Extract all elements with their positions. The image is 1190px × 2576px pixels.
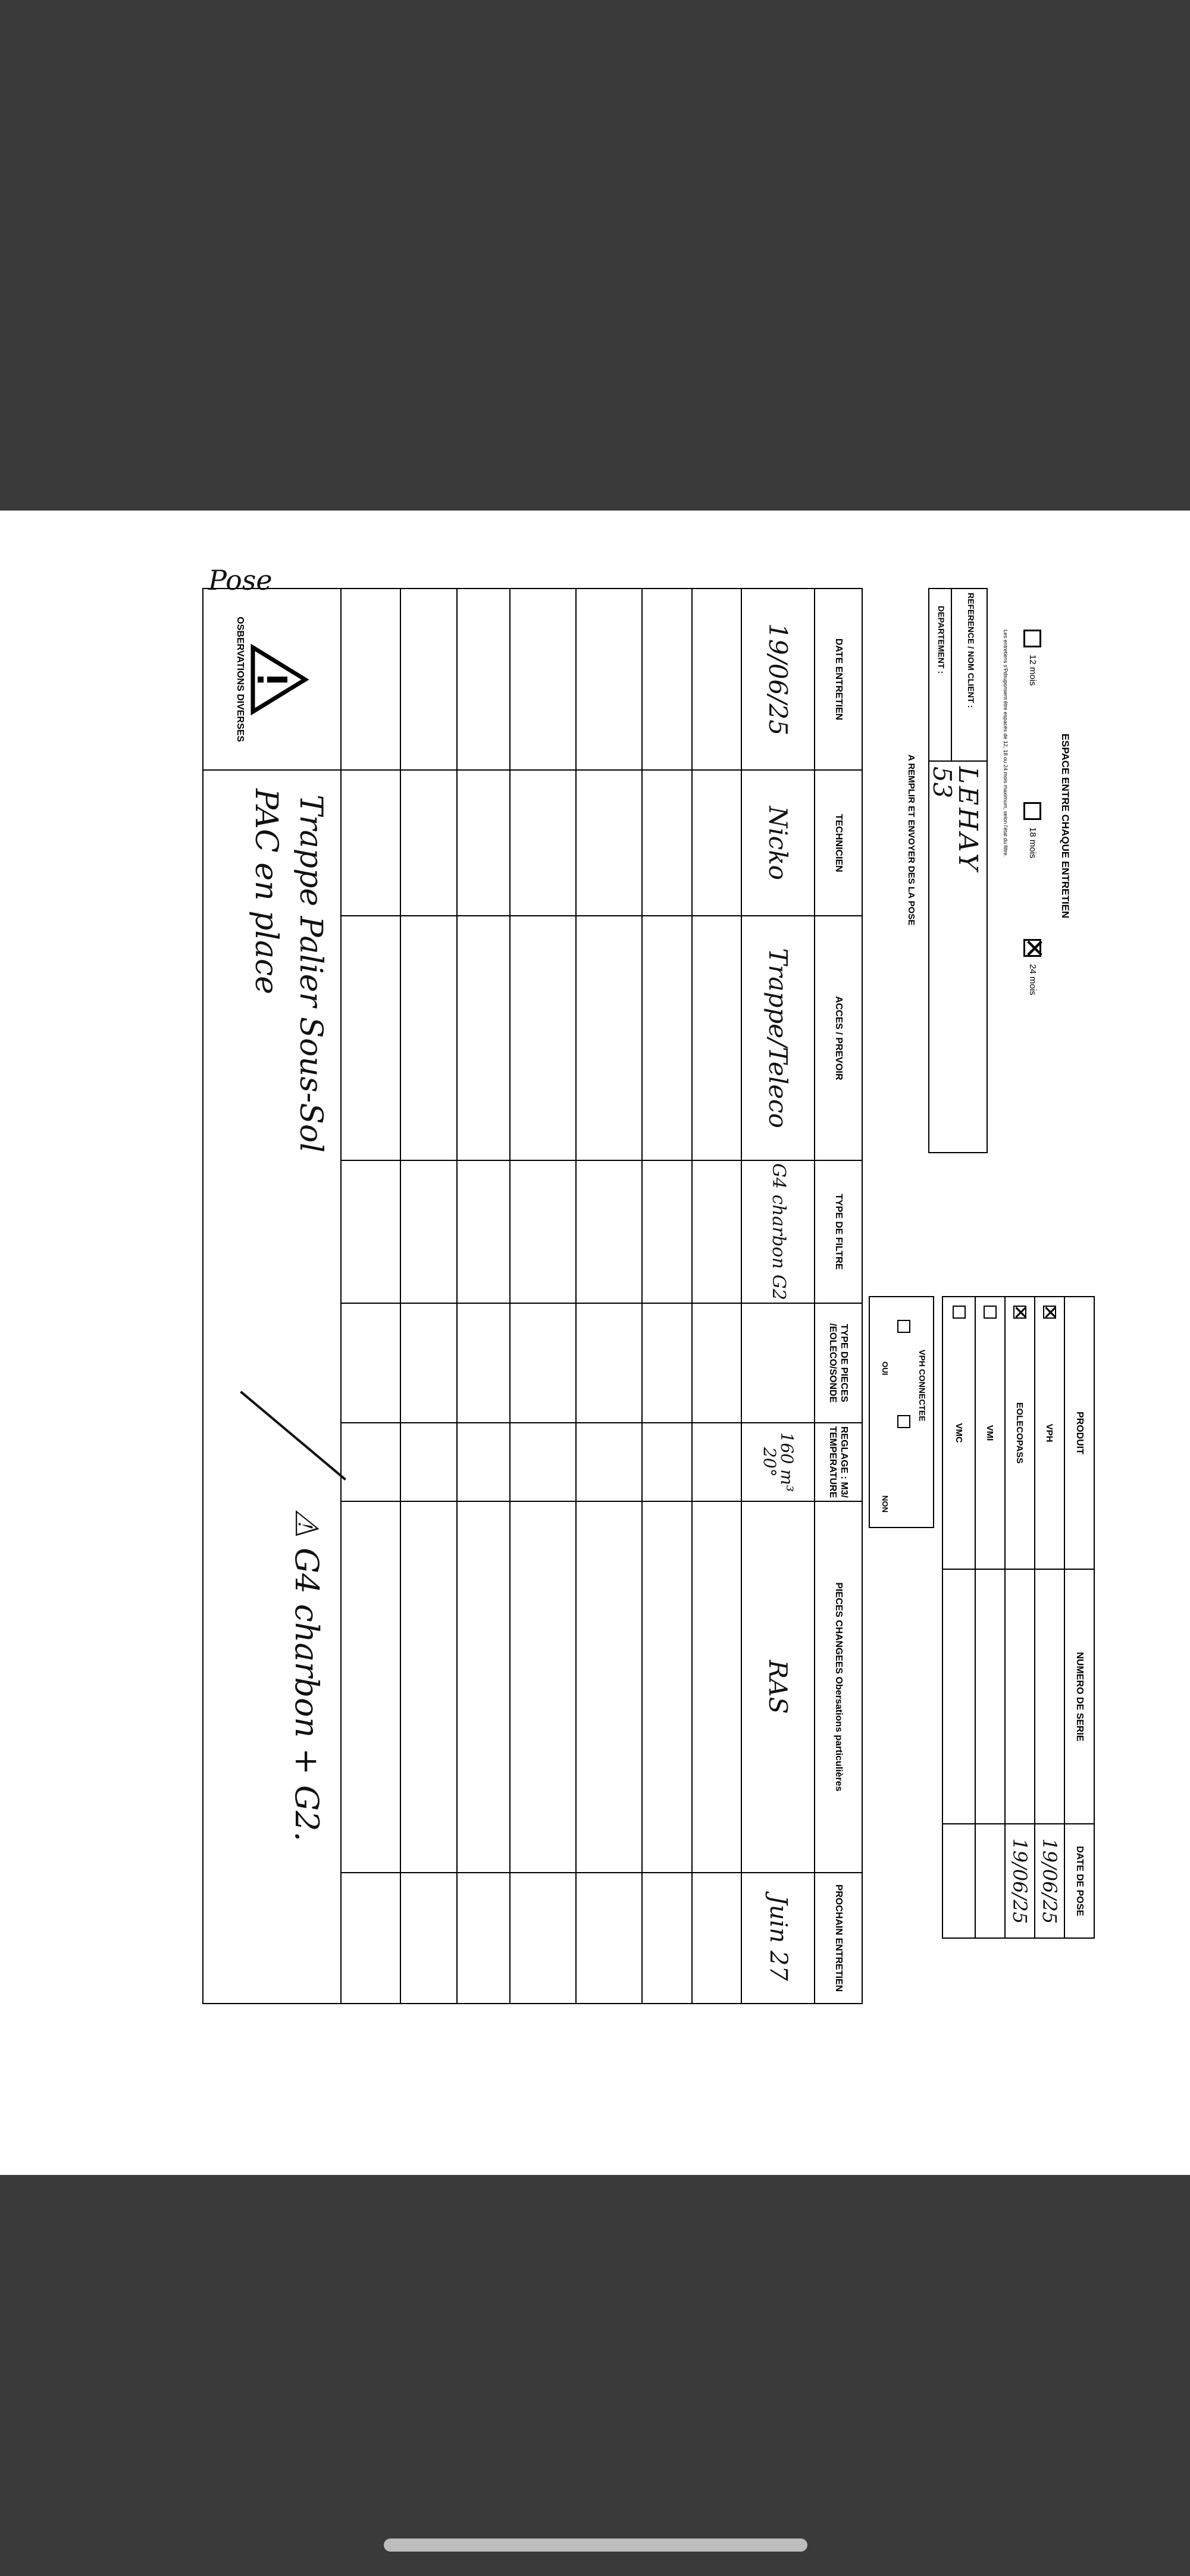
maintenance-row	[341, 589, 400, 2004]
observations-label-cell	[203, 589, 341, 770]
observations-label: OSBERVATIONS DIVERSES	[235, 616, 246, 742]
date-pose-cell	[942, 1824, 975, 1938]
maintenance-row	[576, 589, 642, 2004]
date-pose-header: DATE DE POSE	[1064, 1824, 1094, 1938]
vph-yes-label: OUI	[881, 1361, 890, 1376]
product-cell	[975, 1297, 1005, 1569]
cell-acces: Trappe/Teleco	[741, 916, 814, 1160]
maintenance-table	[202, 588, 863, 2004]
client-reference-vline	[928, 760, 988, 762]
product-table	[942, 1296, 1095, 1939]
header-acces: ACCES / PREVOIR	[815, 916, 862, 1160]
product-name: VPH	[1044, 1423, 1055, 1442]
maintenance-header-row	[815, 589, 862, 2004]
checkbox-vph[interactable]	[1039, 1304, 1061, 1320]
product-cell	[1005, 1297, 1035, 1569]
header-reglage: REGLAGE : M3/ TEMPERATURE	[815, 1423, 862, 1501]
header-prochain: PROCHAIN ENTRETIEN	[815, 1873, 862, 2004]
viewer-top-bar	[0, 0, 1190, 511]
serial-cell	[1035, 1569, 1064, 1824]
product-header: PRODUIT	[1064, 1297, 1094, 1569]
spacing-title: ESPACE ENTRE CHAQUE ENTRETIEN	[1060, 733, 1071, 919]
label-18-mois: 18 mois	[1028, 827, 1038, 859]
checkbox-vph-non[interactable]	[897, 1415, 910, 1428]
setting-volume: 160 m³	[776, 1432, 797, 1492]
product-row	[1005, 1297, 1035, 1938]
checkbox-vph-oui[interactable]	[897, 1320, 910, 1333]
cell-reglage	[741, 1423, 814, 1501]
observations-text-cell	[203, 770, 341, 2004]
checkbox-24-mois[interactable]	[1019, 937, 1049, 959]
vph-connected-title: VPH CONNECTEE	[917, 1350, 927, 1422]
cell-type-pieces	[741, 1303, 814, 1423]
viewer-bottom-bar	[0, 2175, 1190, 2576]
product-name: EOLECOPASS	[1014, 1402, 1025, 1464]
checked-mark-icon: ✕	[1039, 1304, 1061, 1320]
cell-type-filtre: G4 charbon G2	[741, 1160, 814, 1303]
client-reference-value: LEHAY	[953, 766, 983, 873]
instruction-text: A REMPLIR ET ENVOYER DES LA POSE	[906, 755, 916, 926]
header-type-filtre: TYPE DE FILTRE	[815, 1160, 862, 1303]
product-row	[975, 1297, 1005, 1938]
observations-line-2: PAC en place	[248, 788, 284, 994]
vph-no-label: NON	[881, 1495, 890, 1513]
cell-pieces-changees: RAS	[741, 1501, 814, 1873]
date-pose-cell: 19/06/25	[1035, 1824, 1064, 1938]
header-pieces-changees: PIECES CHANGEES Obersations particulières	[815, 1501, 862, 1873]
department-label: DEPARTEMENT :	[937, 606, 946, 674]
serial-cell	[942, 1569, 975, 1824]
spacing-note: Les entretiens s'Pdsuponsent être espacés de 12, 18 ou 24 mois maximum, selon l'état du filtre.	[1003, 630, 1009, 857]
maintenance-row	[457, 589, 510, 2004]
header-technicien: TECHNICIEN	[815, 770, 862, 916]
checkbox-vmc[interactable]	[953, 1306, 966, 1319]
client-reference-label: REFERENCE / NOM CLIENT :	[966, 593, 976, 708]
observations-line-1: Trappe Palier Sous-Sol	[292, 794, 328, 1153]
checkbox-vmi[interactable]	[984, 1306, 997, 1319]
date-pose-cell	[975, 1824, 1005, 1938]
serial-cell	[1005, 1569, 1035, 1824]
product-name: VMC	[954, 1423, 964, 1443]
observations-slash	[240, 1391, 346, 1481]
product-row	[1035, 1297, 1064, 1938]
department-value: 53	[928, 766, 957, 799]
label-24-mois: 24 mois	[1028, 964, 1038, 996]
observations-row	[203, 589, 341, 2004]
product-cell	[942, 1297, 975, 1569]
checkbox-18-mois[interactable]	[1023, 802, 1041, 820]
header-date-entretien: DATE ENTRETIEN	[815, 589, 862, 770]
date-pose-cell: 19/06/25	[1005, 1824, 1035, 1938]
product-row	[942, 1297, 975, 1938]
maintenance-row	[400, 589, 457, 2004]
serial-header: NUMERO DE SERIE	[1064, 1569, 1094, 1824]
serial-cell	[975, 1569, 1005, 1824]
maintenance-row	[692, 589, 742, 2004]
pose-annotation: Pose	[208, 564, 273, 596]
warning-icon	[249, 644, 309, 715]
checked-mark-icon: ✕	[1019, 937, 1049, 959]
checked-mark-icon: ✕	[1009, 1304, 1032, 1320]
product-cell	[1035, 1297, 1064, 1569]
setting-temperature: 20°	[759, 1447, 779, 1477]
maintenance-row	[510, 589, 576, 2004]
header-type-pieces: TYPE DE PIECES /EOLECO/SONDE	[815, 1303, 862, 1423]
cell-date-entretien: 19/06/25	[741, 589, 814, 770]
maintenance-form	[113, 564, 1095, 2046]
cell-technicien: Nicko	[741, 770, 814, 916]
home-indicator[interactable]	[384, 2539, 807, 2552]
document-page	[0, 511, 1190, 2175]
product-name: VMI	[985, 1425, 995, 1441]
maintenance-row	[741, 589, 814, 2004]
observations-line-3: ⚠ G4 charbon + G2.	[287, 1508, 325, 1842]
client-reference-divider	[951, 588, 952, 760]
checkbox-eolecopass[interactable]	[1009, 1304, 1032, 1320]
label-12-mois: 12 mois	[1028, 655, 1038, 686]
maintenance-row	[642, 589, 692, 2004]
cell-prochain: Juin 27	[741, 1873, 814, 2004]
checkbox-12-mois[interactable]	[1023, 630, 1041, 647]
